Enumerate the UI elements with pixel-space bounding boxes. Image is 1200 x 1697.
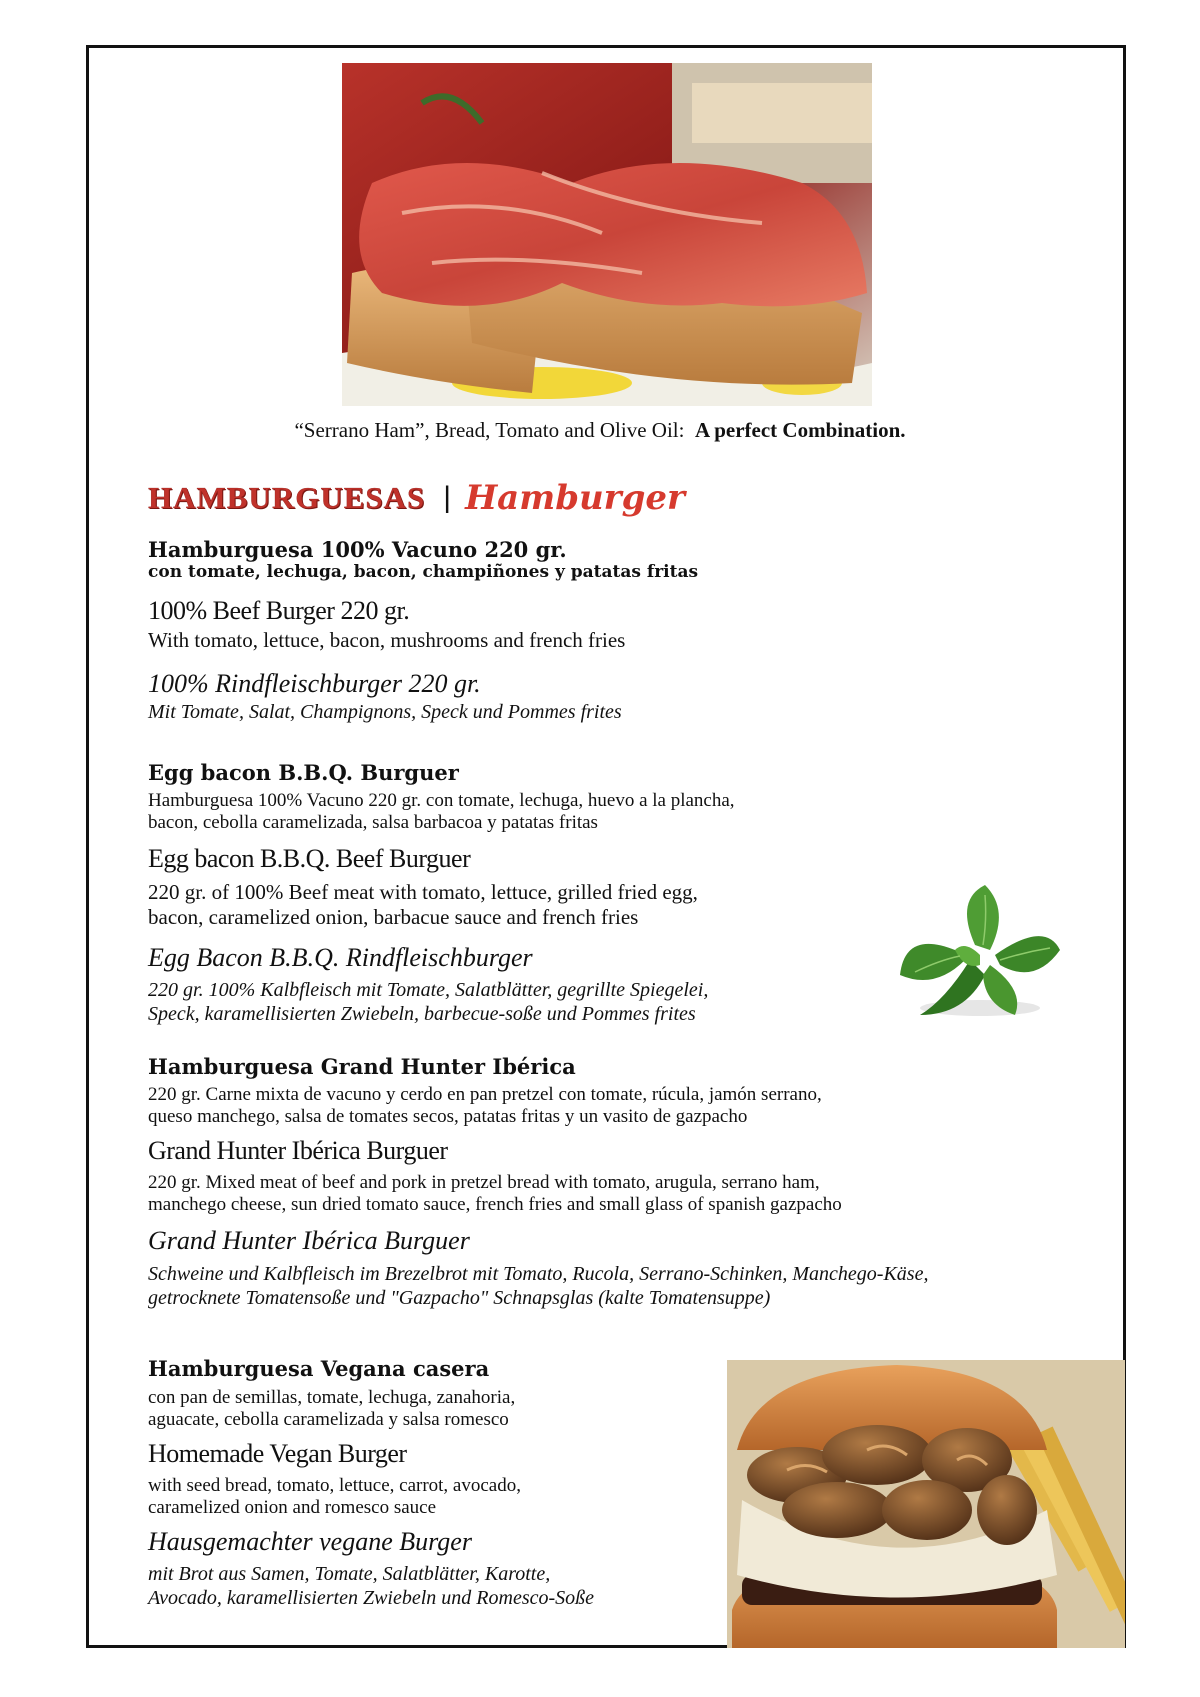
item-2-desc-de-line1: 220 gr. 100% Kalbfleisch mit Tomate, Salatblätter, gegrillte Spiegelei, xyxy=(148,979,709,1001)
item-4-name-de: Hausgemachter vegane Burger xyxy=(148,1527,472,1556)
mushroom-burger-photo xyxy=(727,1360,1125,1648)
item-1-desc-de: Mit Tomate, Salat, Champignons, Speck und Pommes frites xyxy=(148,701,622,723)
section-title-en: Hamburger xyxy=(465,478,685,518)
section-title-es: HAMBURGUESAS xyxy=(148,480,426,515)
item-4-desc-es-line1: con pan de semillas, tomate, lechuga, zanahoria, xyxy=(148,1387,516,1408)
item-3-desc-en-line1: 220 gr. Mixed meat of beef and pork in pretzel bread with tomato, arugula, serrano ham, xyxy=(148,1172,820,1193)
serrano-ham-photo xyxy=(342,63,872,406)
item-1-desc-en: With tomato, lettuce, bacon, mushrooms and french fries xyxy=(148,628,626,652)
item-1-name-en: 100% Beef Burger 220 gr. xyxy=(148,596,410,625)
caption-text: “Serrano Ham”, Bread, Tomato and Olive Oil: xyxy=(294,418,685,442)
item-3-desc-en-line2: manchego cheese, sun dried tomato sauce, french fries and small glass of spanish gazpacho xyxy=(148,1194,842,1215)
item-4-desc-en-line2: caramelized onion and romesco sauce xyxy=(148,1497,437,1518)
item-3-name-es: Hamburguesa Grand Hunter Ibérica xyxy=(148,1054,576,1079)
item-4-desc-es-line2: aguacate, cebolla caramelizada y salsa romesco xyxy=(148,1409,509,1430)
item-2-name-en: Egg bacon B.B.Q. Beef Burguer xyxy=(148,844,471,873)
caption-emphasis: A perfect Combination. xyxy=(694,418,906,442)
item-2-desc-es-line2: bacon, cebolla caramelizada, salsa barbacoa y patatas fritas xyxy=(148,812,598,833)
item-4-name-en: Homemade Vegan Burger xyxy=(148,1439,407,1468)
item-2-desc-en-line2: bacon, caramelized onion, barbacue sauce and french fries xyxy=(148,905,639,929)
item-1-name-de: 100% Rindfleischburger 220 gr. xyxy=(148,669,481,698)
item-4-desc-en-line1: with seed bread, tomato, lettuce, carrot, avocado, xyxy=(148,1475,521,1496)
basil-leaves-photo xyxy=(895,880,1065,1020)
section-separator: | xyxy=(443,481,452,514)
item-2-desc-de-line2: Speck, karamellisierten Zwiebeln, barbecue-soße und Pommes frites xyxy=(148,1003,696,1025)
item-3-name-en: Grand Hunter Ibérica Burguer xyxy=(148,1136,448,1165)
item-3-desc-de-line1: Schweine und Kalbfleisch im Brezelbrot mit Tomato, Rucola, Serrano-Schinken, Manchego-Käse, xyxy=(148,1263,929,1285)
item-4-desc-de-line2: Avocado, karamellisierten Zwiebeln und Romesco-Soße xyxy=(148,1587,595,1609)
item-1-desc-es: con tomate, lechuga, bacon, champiñones y patatas fritas xyxy=(148,562,699,582)
item-4-desc-de-line1: mit Brot aus Samen, Tomate, Salatblätter, Karotte, xyxy=(148,1563,551,1585)
item-1-name-es: Hamburguesa 100% Vacuno 220 gr. xyxy=(148,537,567,562)
photo-caption xyxy=(0,418,1200,443)
item-3-desc-es-line2: queso manchego, salsa de tomates secos, patatas fritas y un vasito de gazpacho xyxy=(148,1106,748,1127)
item-2-desc-en-line1: 220 gr. of 100% Beef meat with tomato, lettuce, grilled fried egg, xyxy=(148,880,698,904)
item-2-name-de: Egg Bacon B.B.Q. Rindfleischburger xyxy=(148,943,533,972)
item-3-desc-de-line2: getrocknete Tomatensoße und "Gazpacho" Schnapsglas (kalte Tomatensuppe) xyxy=(148,1287,771,1309)
item-2-desc-es-line1: Hamburguesa 100% Vacuno 220 gr. con tomate, lechuga, huevo a la plancha, xyxy=(148,790,735,811)
section-heading xyxy=(148,478,685,518)
item-2-name-es: Egg bacon B.B.Q. Burguer xyxy=(148,760,459,785)
item-3-name-de: Grand Hunter Ibérica Burguer xyxy=(148,1226,470,1255)
item-4-name-es: Hamburguesa Vegana casera xyxy=(148,1356,490,1381)
item-3-desc-es-line1: 220 gr. Carne mixta de vacuno y cerdo en pan pretzel con tomate, rúcula, jamón serrano, xyxy=(148,1084,822,1105)
